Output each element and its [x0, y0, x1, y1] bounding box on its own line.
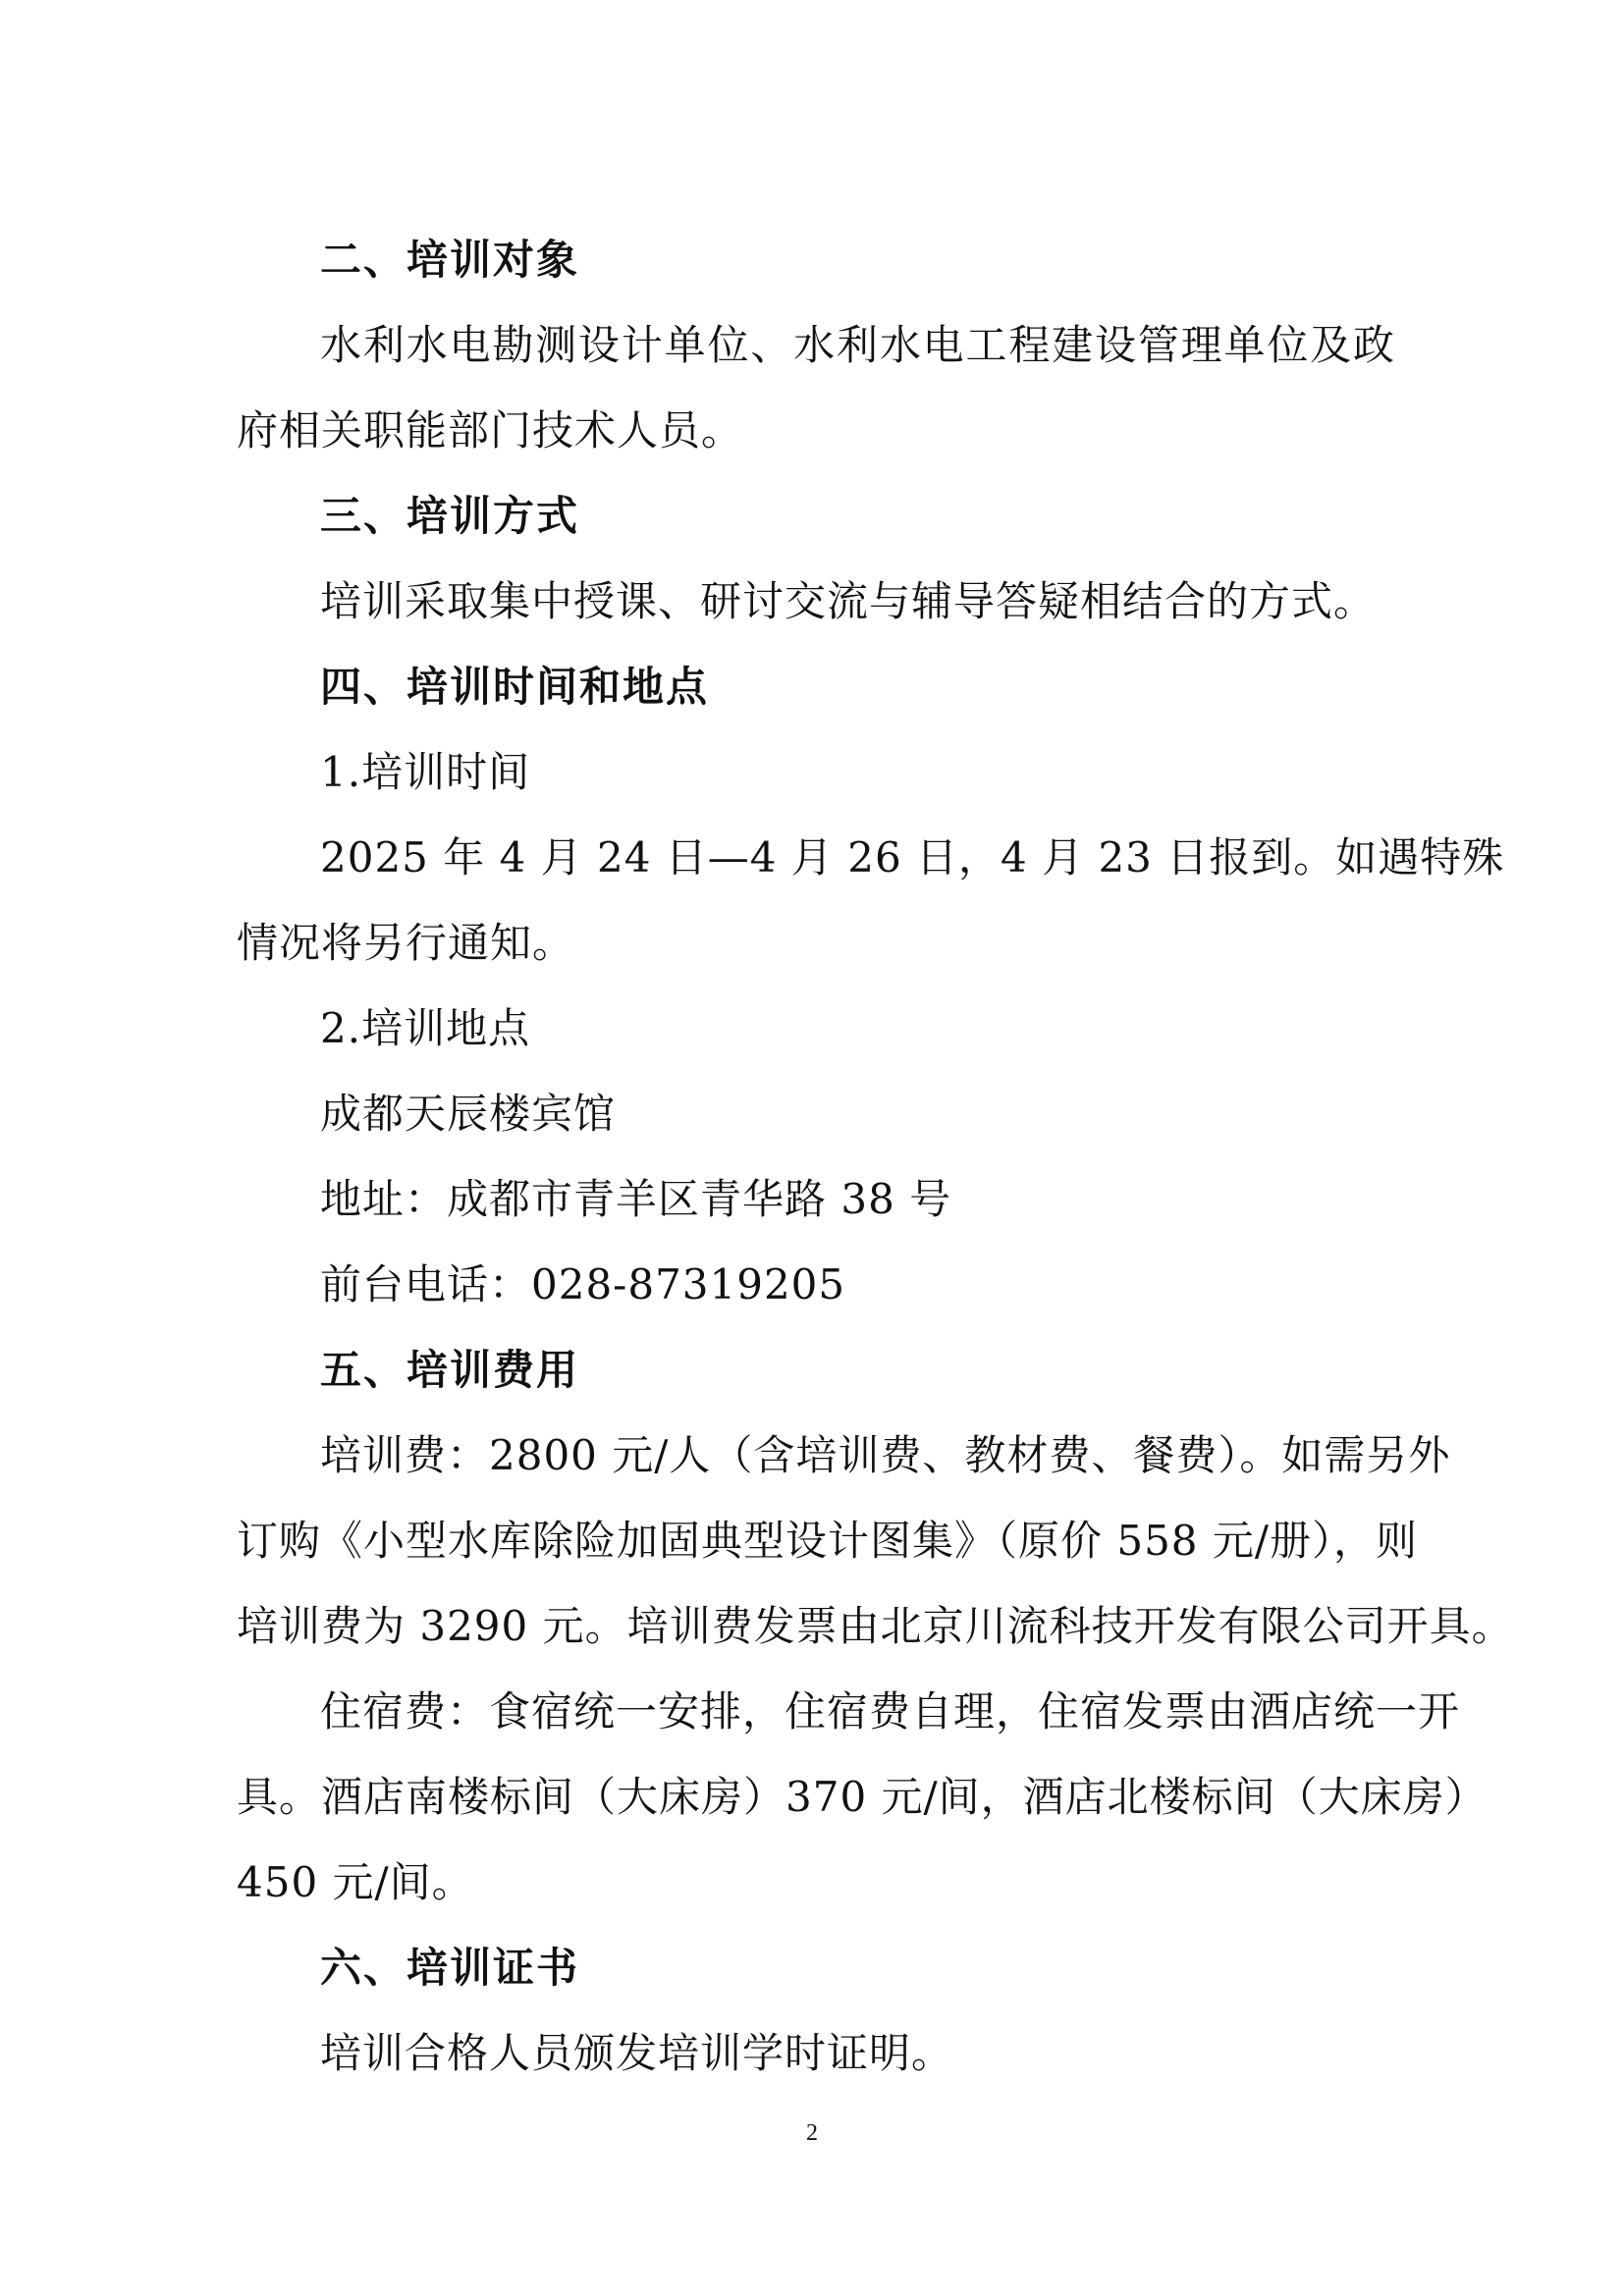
page-number: 2	[806, 2120, 818, 2146]
paragraph-line: 培训合格人员颁发培训学时证明。	[320, 2029, 954, 2077]
section-heading-training-fees: 五、培训费用	[320, 1346, 580, 1394]
paragraph-line: 府相关职能部门技术人员。	[237, 406, 744, 454]
section-heading-training-certificate: 六、培训证书	[320, 1944, 580, 1992]
paragraph-line: 水利水电勘测设计单位、水利水电工程建设管理单位及政	[320, 321, 1395, 369]
hotel-address: 地址：成都市青羊区青华路 38 号	[320, 1175, 952, 1223]
paragraph-line: 具。酒店南楼标间（大床房）370 元/间，酒店北楼标间（大床房）	[237, 1773, 1488, 1821]
paragraph-line: 情况将另行通知。	[237, 919, 575, 967]
subheading-training-place: 2.培训地点	[320, 1004, 531, 1052]
paragraph-line: 2025 年 4 月 24 日—4 月 26 日，4 月 23 日报到。如遇特殊	[320, 833, 1505, 881]
paragraph-line: 订购《小型水库除险加固典型设计图集》（原价 558 元/册），则	[237, 1517, 1419, 1565]
paragraph-line: 培训费：2800 元/人（含培训费、教材费、餐费）。如需另外	[320, 1431, 1451, 1479]
hotel-phone: 前台电话：028-87319205	[320, 1260, 846, 1308]
paragraph-line: 培训费为 3290 元。培训费发票由北京川流科技开发有限公司开具。	[237, 1602, 1514, 1650]
section-heading-training-target: 二、培训对象	[320, 236, 580, 284]
subheading-training-time: 1.培训时间	[320, 748, 531, 796]
section-heading-time-and-place: 四、培训时间和地点	[320, 663, 710, 711]
paragraph-line: 450 元/间。	[237, 1858, 474, 1906]
section-heading-training-method: 三、培训方式	[320, 492, 580, 540]
hotel-name: 成都天辰楼宾馆	[320, 1090, 617, 1138]
paragraph-line: 培训采取集中授课、研讨交流与辅导答疑相结合的方式。	[320, 577, 1377, 625]
paragraph-line: 住宿费：食宿统一安排，住宿费自理，住宿发票由酒店统一开	[320, 1687, 1461, 1735]
